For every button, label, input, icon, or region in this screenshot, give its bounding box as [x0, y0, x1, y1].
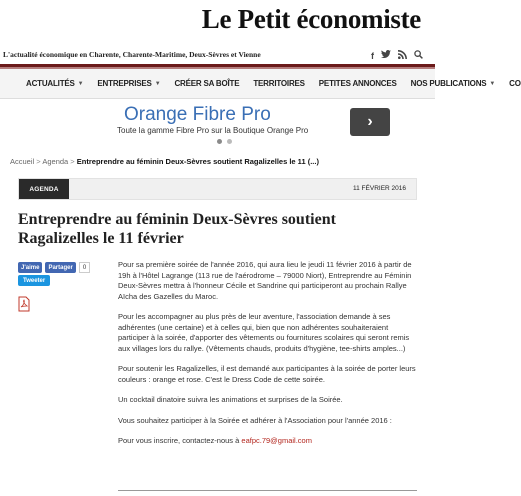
site-title[interactable]: Le Petit économiste — [201, 4, 421, 34]
chevron-down-icon: ▼ — [154, 80, 161, 87]
breadcrumb — [10, 157, 319, 166]
facebook-like-label: J'aime — [21, 264, 40, 271]
article-headline: Entreprendre au féminin Deux-Sèvres soutient Ragalizelles le 11 février — [18, 211, 336, 247]
nav-item-petites-annonces[interactable] — [319, 79, 397, 88]
carousel-dot-active[interactable] — [217, 139, 222, 144]
breadcrumb-separator: > — [36, 157, 41, 166]
article-date: 11 FÉVRIER 2016 — [353, 185, 406, 192]
ad-subtitle: Toute la gamme Fibre Pro sur la Boutique Orange Pro — [117, 126, 309, 135]
tweet-button[interactable] — [18, 275, 50, 286]
chevron-down-icon: ▼ — [77, 80, 84, 87]
article-paragraph: Pour sa première soirée de l'année 2016, qui aura lieu le jeudi 11 février 2016 à partir de 19h à l'Hôtel Lagrange (113 rue de l'aérodrome – 79000 Niort), Entreprendre au Féminin Deux-Sèvres mettra à l'honneur Cécile et Sandrine qui participeront au prochain Rallye Aïcha des Gazelles du Maroc. — [118, 260, 412, 301]
facebook-share-button[interactable] — [45, 262, 75, 273]
main-nav — [0, 69, 521, 99]
nav-item-label: PETITES ANNONCES — [318, 79, 397, 88]
search-icon[interactable] — [414, 50, 423, 61]
divider — [118, 490, 417, 491]
carousel-dot[interactable] — [227, 139, 232, 144]
share-buttons — [18, 262, 90, 273]
ad-next-button[interactable]: › — [350, 108, 390, 136]
chevron-down-icon: ▼ — [489, 80, 496, 87]
article-paragraph: Pour les accompagner au plus près de leur aventure, l'association demande à ses adhérentes (une certaine) et à celles qui, bien que non adhérentes souhaiteraient participer à la soirée, d'apporter des vêtements ou fournitures scolaires qui seront remis aux villages lors du rallye. (Vêtements chauds, produits d'hygiène, tee-shirts amples...) — [118, 312, 410, 353]
carousel-dots — [217, 139, 232, 144]
nav-item-label: ENTREPRISES — [97, 79, 152, 88]
facebook-like-button[interactable] — [18, 262, 42, 273]
breadcrumb-separator: > — [70, 157, 75, 166]
nav-item-label: ACTUALITÉS — [26, 79, 75, 88]
contact-email-link[interactable]: eafpc.79@gmail.com — [241, 436, 312, 445]
nav-item-entreprises[interactable] — [97, 79, 160, 88]
facebook-share-label: Partager — [48, 264, 73, 271]
tweet-label: Tweeter — [23, 277, 46, 284]
article-meta-bar — [18, 178, 417, 200]
article-paragraph: Pour soutenir les Ragalizelles, il est demandé aux participantes à la soirée de porter leurs couleurs : orange et rose. C'est le Dress Code de cette soirée. — [118, 364, 416, 384]
nav-item-label: CRÉER SA BOÎTE — [174, 79, 240, 88]
nav-item-label: NOS PUBLICATIONS — [410, 79, 487, 88]
ad-title[interactable]: Orange Fibre Pro — [124, 104, 271, 125]
breadcrumb-section[interactable]: Agenda — [42, 157, 69, 166]
article-paragraph: Vous souhaitez participer à la Soirée et adhérer à l'Association pour l'année 2016 : — [118, 415, 392, 425]
nav-item-territoires[interactable] — [253, 79, 304, 88]
social-links — [371, 50, 423, 61]
pdf-icon[interactable] — [18, 297, 30, 311]
breadcrumb-current: Entreprendre au féminin Deux-Sèvres soutient Ragalizelles le 11 (...) — [76, 157, 319, 166]
share-count: 0 — [79, 262, 90, 273]
nav-item-label: CO — [509, 79, 521, 88]
facebook-icon[interactable]: f — [371, 50, 374, 61]
masthead — [0, 0, 435, 70]
contact-paragraph — [118, 436, 418, 447]
nav-item-label: TERRITOIRES — [253, 79, 305, 88]
twitter-icon[interactable] — [381, 50, 391, 61]
rss-icon[interactable] — [398, 50, 407, 61]
contact-text: Pour vous inscrire, contactez-nous à — [118, 436, 242, 445]
nav-item-actualites[interactable] — [26, 79, 83, 88]
article-paragraph: Un cocktail dinatoire suivra les animations et surprises de la Soirée. — [118, 395, 343, 404]
site-tagline: L'actualité économique en Charente, Charente-Maritime, Deux-Sèvres et Vienne — [3, 50, 261, 59]
nav-item-contact[interactable] — [509, 79, 521, 88]
nav-item-creer-sa-boite[interactable] — [174, 79, 239, 88]
breadcrumb-home[interactable]: Accueil — [10, 157, 35, 166]
article-body — [118, 260, 418, 457]
category-badge[interactable]: AGENDA — [19, 179, 69, 199]
nav-item-nos-publications[interactable] — [411, 79, 496, 88]
